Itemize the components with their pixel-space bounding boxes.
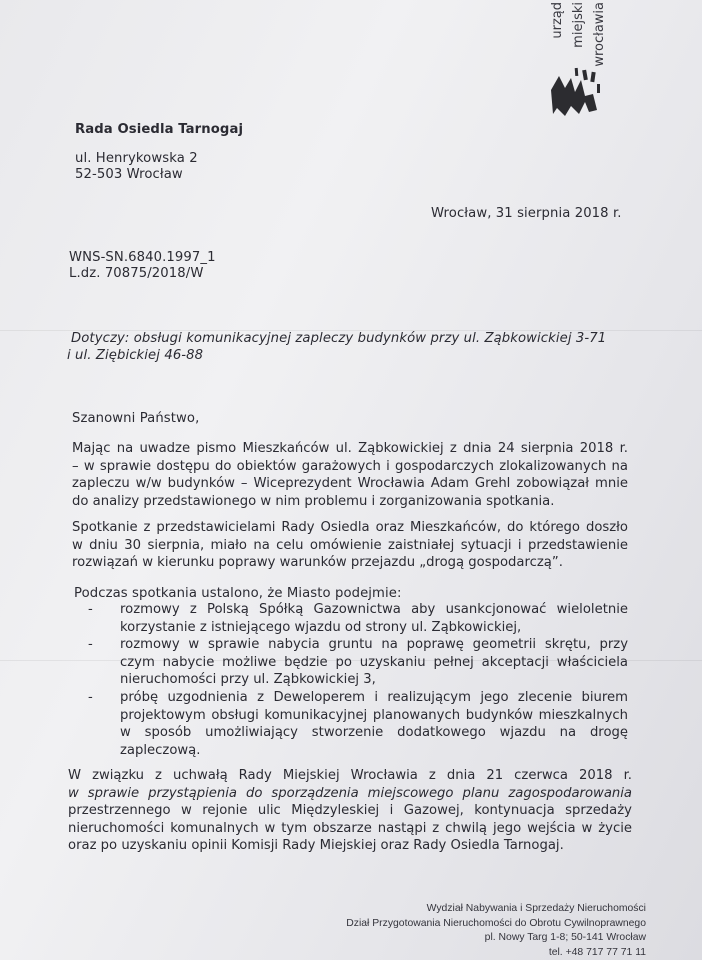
footer-division: Dział Przygotowania Nieruchomości do Obrotu Cywilnoprawnego [346, 917, 646, 929]
paragraph-2-line: rozwiązań w kierunku poprawy warunków przejazdu „drogą gospodarczą”. [72, 555, 563, 571]
header-vertical-text-2: miejski [571, 2, 586, 48]
paragraph-1-line: do analizy przedstawionego w nim problemu i zorganizowania spotkania. [72, 493, 555, 509]
paragraph-4-line: oraz po uzyskaniu opinii Komisji Rady Miejskiej oraz Rady Osiedla Tarnogaj. [68, 838, 564, 854]
wroclaw-logo-icon [545, 66, 605, 120]
paragraph-1 [72, 440, 628, 510]
sender-name: Rada Osiedla Tarnogaj [75, 122, 244, 137]
paragraph-1-line: zapleczu w/w budynków – Wiceprezydent Wrocławia Adam Grehl zobowiązał mnie [72, 476, 628, 492]
paragraph-4-line: W związku z uchwałą Rady Miejskiej Wrocławia z dnia 21 czerwca 2018 r. [68, 768, 632, 783]
list-item-line: w sposób umożliwiający stworzenie dodatkowego wjazdu na drogę [120, 725, 628, 741]
paragraph-2 [72, 519, 628, 572]
letter-date: Wrocław, 31 sierpnia 2018 r. [431, 206, 622, 221]
header-vertical-text-3: wrocławia [592, 2, 607, 67]
list-item [88, 689, 628, 759]
subject-line-2: i ul. Ziębickiej 46-88 [67, 348, 204, 363]
header-vertical-text-1: urząd [550, 2, 565, 39]
list-item-line: czym nabycie możliwe będzie po uzyskaniu pełnej akceptacji właściciela [120, 654, 628, 670]
footer-address-block [346, 902, 646, 960]
ldz-number: L.dz. 70875/2018/W [69, 266, 204, 281]
greeting: Szanowni Państwo, [72, 411, 200, 426]
paragraph-4-line: przestrzennego w rejonie ulic Międzyleskiej i Gazowej, kontynuacja sprzedaży [68, 803, 632, 819]
list-item-line: próbę uzgodnienia z Deweloperem i realizującym jego zlecenie biurem [120, 689, 628, 705]
paragraph-4 [68, 767, 632, 855]
paragraph-1-line: Mając na uwadze pismo Mieszkańców ul. Ząbkowickiej z dnia 24 sierpnia 2018 r. [72, 441, 628, 456]
list-item-line: rozmowy z Polską Spółką Gazownictwa aby usankcjonować wieloletnie [120, 602, 628, 617]
list-item-line: nieruchomości przy ul. Ząbkowickiej 3, [120, 672, 376, 688]
sender-city: 52-503 Wrocław [75, 167, 183, 182]
paragraph-4-line: nieruchomości komunalnych w tym obszarze nastąpi z chwilą jego wejścia w życie [68, 820, 632, 836]
paragraph-3-intro: Podczas spotkania ustalono, że Miasto podejmie: [74, 586, 402, 601]
footer-department: Wydział Nabywania i Sprzedaży Nieruchomości [426, 903, 646, 914]
footer-address: pl. Nowy Targ 1-8; 50-141 Wrocław [484, 932, 646, 943]
list-dash: - [88, 637, 93, 653]
list-item-line: projektowym obsługi komunikacyjnej planowanych budynków mieszkalnych [120, 707, 628, 723]
subject-line-1: Dotyczy: obsługi komunikacyjnej zapleczy budynków przy ul. Ząbkowickiej 3-71 [71, 331, 607, 346]
paragraph-2-line: w dniu 30 sierpnia, miało na celu omówienie zaistniałej sytuacji i przedstawienie [72, 537, 628, 553]
list-item-line: zapleczową. [120, 742, 201, 758]
paragraph-2-line: Spotkanie z przedstawicielami Rady Osiedla oraz Mieszkańców, do którego doszło [72, 520, 628, 535]
list-item-line: korzystanie z istniejącego wjazdu od strony ul. Ząbkowickiej, [120, 619, 522, 635]
decisions-list [88, 601, 628, 759]
sender-street: ul. Henrykowska 2 [75, 151, 198, 166]
paragraph-1-line: – w sprawie dostępu do obiektów garażowych i gospodarczych zlokalizowanych na [72, 458, 628, 474]
list-item [88, 636, 628, 689]
paragraph-4-line: w sprawie przystąpienia do sporządzenia miejscowego planu zagospodarowania [68, 785, 632, 801]
footer-phone: tel. +48 717 77 71 11 [548, 946, 646, 958]
list-dash: - [88, 602, 93, 617]
case-number: WNS-SN.6840.1997_1 [69, 250, 216, 265]
list-item-line: rozmowy w sprawie nabycia gruntu na poprawę geometrii skrętu, przy [120, 637, 628, 653]
list-dash: - [88, 689, 93, 705]
list-item [88, 601, 628, 636]
